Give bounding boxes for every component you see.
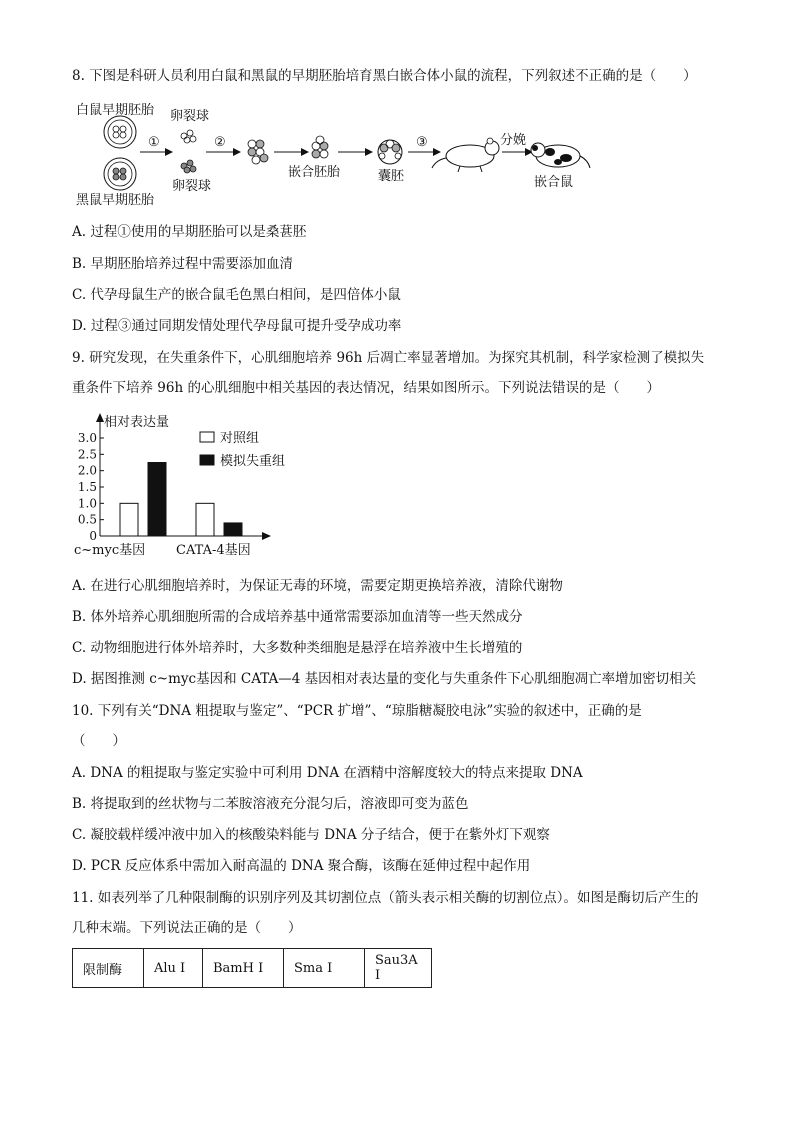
blastomere-top-label: 卵裂球 bbox=[170, 109, 210, 124]
table-cell-header: 限制酶 bbox=[73, 949, 144, 988]
bar-control-cmyc bbox=[120, 503, 138, 536]
y-tick-label: 2.5 bbox=[77, 447, 97, 462]
surrogate-mouse-icon bbox=[432, 138, 499, 172]
table-row bbox=[73, 949, 432, 988]
category-label-cmyc: c~myc基因 bbox=[74, 543, 146, 558]
y-axis-arrow-icon bbox=[96, 413, 104, 422]
q9-option-b: B. 体外培养心肌细胞所需的合成培养基中通常需要添加血清等一些天然成分 bbox=[72, 609, 523, 625]
table-cell-sau3a: Sau3A Ⅰ bbox=[365, 949, 432, 988]
q8-option-b: B. 早期胚胎培养过程中需要添加血清 bbox=[72, 256, 294, 272]
q8-option-d: D. 过程③通过同期发情处理代孕母鼠可提升受孕成功率 bbox=[72, 318, 402, 334]
x-axis-arrow-icon bbox=[262, 532, 271, 540]
bar-weightless-cata4 bbox=[224, 523, 242, 536]
step2-label: ② bbox=[214, 135, 226, 150]
restriction-enzyme-table bbox=[72, 948, 432, 988]
table-cell-sma: Sma Ⅰ bbox=[284, 949, 365, 988]
legend-label-control: 对照组 bbox=[220, 431, 260, 446]
y-tick-label: 0.5 bbox=[77, 512, 97, 527]
table-cell-bamh: BamH Ⅰ bbox=[203, 949, 284, 988]
q9-option-d: D. 据图推测 c~myc基因和 CATA—4 基因相对表达量的变化与失重条件下心肌细胞凋亡率增加密切相关 bbox=[72, 671, 697, 687]
q9-bar-chart bbox=[72, 410, 312, 560]
q10-option-b: B. 将提取到的丝状物与二苯胺溶液充分混匀后，溶液即可变为蓝色 bbox=[72, 796, 469, 812]
q8-option-a: A. 过程①使用的早期胚胎可以是桑葚胚 bbox=[72, 224, 307, 240]
q9-stem-line2: 重条件下培养 96h 的心肌细胞中相关基因的表达情况，结果如图所示。下列说法错误的是（ ） bbox=[72, 380, 660, 396]
chimeric-embryo-label: 嵌合胚胎 bbox=[288, 165, 341, 180]
legend-swatch-weightless bbox=[200, 455, 214, 465]
step1-label: ① bbox=[148, 135, 160, 150]
legend-swatch-control bbox=[200, 432, 214, 442]
y-tick-label: 0 bbox=[89, 529, 97, 543]
q10-option-d: D. PCR 反应体系中需加入耐高温的 DNA 聚合酶，该酶在延伸过程中起作用 bbox=[72, 858, 531, 874]
blastomere-cluster-top bbox=[181, 130, 196, 143]
y-tick-label: 1.5 bbox=[77, 480, 97, 494]
q10-option-a: A. DNA 的粗提取与鉴定实验中可利用 DNA 在酒精中溶解度较大的特点来提取 DNA bbox=[72, 765, 583, 781]
category-label-cata4: CATA-4基因 bbox=[176, 543, 251, 558]
bar-control-cata4 bbox=[196, 503, 214, 536]
white-embryo-icon bbox=[104, 116, 136, 148]
q11-stem-line1: 11. 如表列举了几种限制酶的识别序列及其切割位点（箭头表示相关酶的切割位点）。如图是酶切后产生的 bbox=[72, 890, 699, 906]
q9-option-c: C. 动物细胞进行体外培养时，大多数种类细胞是悬浮在培养液中生长增殖的 bbox=[72, 640, 523, 656]
white-embryo-label: 白鼠早期胚胎 bbox=[76, 103, 155, 118]
q8-stem: 8. 下图是科研人员利用白鼠和黑鼠的早期胚胎培育黑白嵌合体小鼠的流程，下列叙述不正确的是（ ） bbox=[72, 68, 697, 84]
chimeric-mouse-label: 嵌合鼠 bbox=[534, 175, 574, 190]
q9-stem-line1: 9. 研究发现，在失重条件下，心肌细胞培养 96h 后凋亡率显著增加。为探究其机制，科学家检测了模拟失 bbox=[72, 350, 705, 366]
q9-option-a: A. 在进行心肌细胞培养时，为保证无毒的环境，需要定期更换培养液，清除代谢物 bbox=[72, 578, 563, 594]
y-tick-label: 1.0 bbox=[77, 496, 97, 511]
chimeric-embryo-icon bbox=[312, 136, 328, 158]
blastomere-cluster-bottom bbox=[181, 160, 196, 173]
blastomere-bottom-label: 卵裂球 bbox=[172, 179, 212, 194]
black-embryo-label: 黑鼠早期胚胎 bbox=[76, 193, 155, 208]
bar-weightless-cmyc bbox=[148, 463, 166, 537]
blastocyst-label: 囊胚 bbox=[378, 169, 405, 184]
black-embryo-icon bbox=[104, 158, 136, 190]
q8-option-c: C. 代孕母鼠生产的嵌合鼠毛色黑白相间，是四倍体小鼠 bbox=[72, 287, 401, 303]
legend-label-weightless: 模拟失重组 bbox=[220, 454, 286, 469]
step3-label: ③ bbox=[416, 135, 428, 150]
y-axis-label: 相对表达量 bbox=[104, 415, 170, 430]
delivery-label: 分娩 bbox=[500, 133, 527, 148]
chimeric-mouse-icon bbox=[531, 143, 590, 168]
q11-stem-line2: 几种末端。下列说法正确的是（ ） bbox=[72, 920, 302, 936]
y-tick-label: 2.0 bbox=[77, 463, 97, 478]
q8-flow-diagram bbox=[72, 98, 592, 210]
table-cell-alu: Alu Ⅰ bbox=[144, 949, 203, 988]
y-tick-label: 3.0 bbox=[77, 431, 97, 445]
aggregate-icon bbox=[248, 140, 268, 164]
q10-option-c: C. 凝胶载样缓冲液中加入的核酸染料能与 DNA 分子结合，便于在紫外灯下观察 bbox=[72, 827, 550, 843]
blastocyst-icon bbox=[378, 140, 402, 164]
q10-stem-line2: （ ） bbox=[72, 733, 126, 749]
q10-stem-line1: 10. 下列有关“DNA 粗提取与鉴定”、“PCR 扩增”、“琼脂糖凝胶电泳”实验的叙述中，正确的是 bbox=[72, 703, 642, 719]
